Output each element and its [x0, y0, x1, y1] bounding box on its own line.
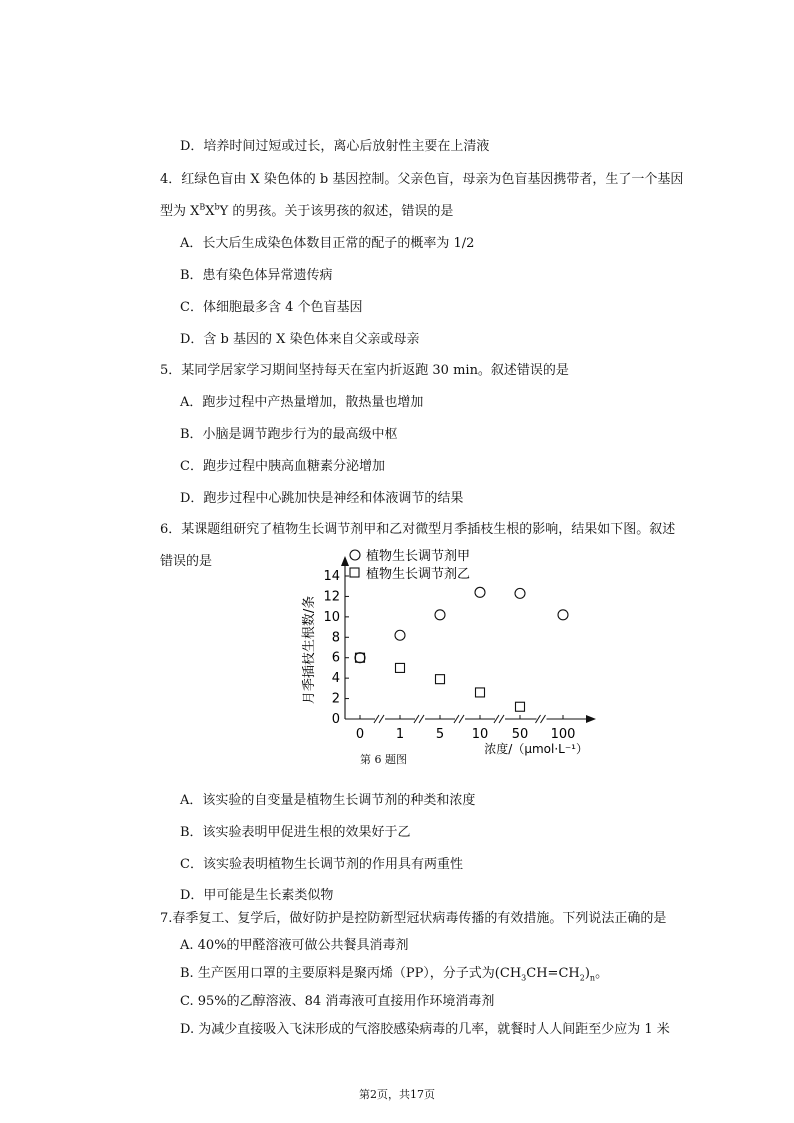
legend-marker-circle [350, 550, 360, 560]
y-tick-label: 2 [331, 691, 340, 707]
q6-stem-line2: 错误的是 [160, 554, 213, 569]
data-point-yi [396, 663, 405, 672]
y-tick-label: 0 [331, 712, 340, 727]
q6-stem-line1: 6．某课题组研究了植物生长调节剂甲和乙对微型月季插枝生根的影响，结果如下图。叙述 [160, 522, 676, 537]
q6-option-a: A．该实验的自变量是植物生长调节剂的种类和浓度 [180, 793, 476, 808]
q7-b-sub2: 2 [579, 973, 585, 983]
x-tick-label: 100 [550, 727, 576, 742]
data-point-yi [516, 702, 525, 711]
q4-option-d: D．含 b 基因的 X 染色体来自父亲或母亲 [180, 332, 420, 347]
page-footer: 第2页，共17页 [359, 1088, 435, 1101]
q5-option-b: B．小脑是调节跑步行为的最高级中枢 [180, 427, 398, 442]
q6-option-c: C．该实验表明植物生长调节剂的作用具有两重性 [180, 857, 463, 872]
y-tick-label: 10 [323, 609, 340, 625]
data-point-yi [436, 675, 445, 684]
y-tick-label: 14 [323, 569, 340, 584]
x-tick-label: 50 [511, 727, 529, 742]
q6-scatter-chart [290, 540, 610, 780]
y-tick-label: 4 [331, 671, 340, 687]
y-tick-label: 6 [331, 650, 340, 666]
x-tick-label: 5 [435, 727, 445, 742]
q7-b-sub3: n [589, 973, 596, 983]
legend-label-yi: 植物生长调节剂乙 [366, 567, 471, 582]
q4-option-b: B．患有染色体异常遗传病 [180, 268, 333, 283]
q7-b-pre: B. 生产医用口罩的主要原料是聚丙烯（PP），分子式为(CH [180, 966, 522, 981]
data-point-jia [515, 588, 525, 598]
q5-option-a: A．跑步过程中产热量增加，散热量也增加 [180, 395, 424, 410]
q6-figure-caption: 第 6 题图 [360, 753, 407, 766]
legend-marker-square [350, 568, 359, 577]
q7-b-end: 。 [595, 966, 609, 981]
q4-stem-line1: 4．红绿色盲由 X 染色体的 b 基因控制。父亲色盲，母亲为色盲基因携带者，生了一个基因 [160, 172, 684, 187]
q7-b-close: ) [584, 966, 590, 981]
legend-label-jia: 植物生长调节剂甲 [366, 549, 471, 564]
q4-stem-line2 [160, 203, 453, 221]
q6-option-d: D．甲可能是生长素类似物 [180, 888, 334, 903]
data-point-yi [476, 688, 485, 697]
q7-stem: 7.春季复工、复学后，做好防护是控防新型冠状病毒传播的有效措施。下列说法正确的是 [160, 911, 667, 926]
q4-sup-b-lower: b [214, 202, 220, 212]
q7-option-c: C. 95%的乙醇溶液、84 消毒液可直接用作环境消毒剂 [180, 994, 495, 1009]
data-point-jia [435, 610, 445, 620]
q7-option-d: D. 为减少直接吸入飞沫形成的气溶胶感染病毒的几率，就餐时人人间距至少应为 1 米 [180, 1022, 670, 1037]
q7-option-b [180, 965, 608, 983]
y-tick-label: 8 [331, 630, 340, 646]
y-axis-label: 月季插枝生根数/条 [302, 595, 317, 705]
q4-sup-b-upper: B [199, 202, 206, 212]
q4-x: X [205, 204, 215, 219]
q5-stem: 5．某同学居家学习期间坚持每天在室内折返跑 30 min。叙述错误的是 [160, 363, 569, 378]
q6-option-b: B．该实验表明甲促进生根的效果好于乙 [180, 825, 411, 840]
data-point-jia [558, 610, 568, 620]
x-tick-label: 10 [471, 727, 489, 742]
data-point-jia [475, 587, 485, 597]
x-tick-label: 1 [395, 727, 405, 742]
q4-stem-pre: 型为 X [160, 204, 200, 219]
x-tick-label: 0 [355, 727, 365, 742]
y-axis-arrow [341, 556, 349, 566]
x-axis-arrow [586, 715, 596, 723]
data-point-jia [395, 630, 405, 640]
x-axis-label: 浓度/（μmol·L⁻¹） [484, 742, 588, 756]
q7-option-a: A. 40%的甲醛溶液可做公共餐具消毒剂 [180, 938, 409, 953]
q4-option-a: A．长大后生成染色体数目正常的配子的概率为 1/2 [180, 236, 475, 251]
q7-b-sub1: 3 [521, 973, 527, 983]
q4-stem-post: Y 的男孩。关于该男孩的叙述，错误的是 [219, 204, 454, 219]
q3-option-d: D．培养时间过短或过长，离心后放射性主要在上清液 [180, 139, 490, 154]
q4-option-c: C．体细胞最多含 4 个色盲基因 [180, 300, 363, 315]
y-tick-label: 12 [323, 589, 340, 605]
data-point-jia [355, 653, 365, 663]
q5-option-c: C．跑步过程中胰高血糖素分泌增加 [180, 459, 385, 474]
q5-option-d: D．跑步过程中心跳加快是神经和体液调节的结果 [180, 491, 464, 506]
q7-b-mid: CH=CH [526, 966, 580, 981]
